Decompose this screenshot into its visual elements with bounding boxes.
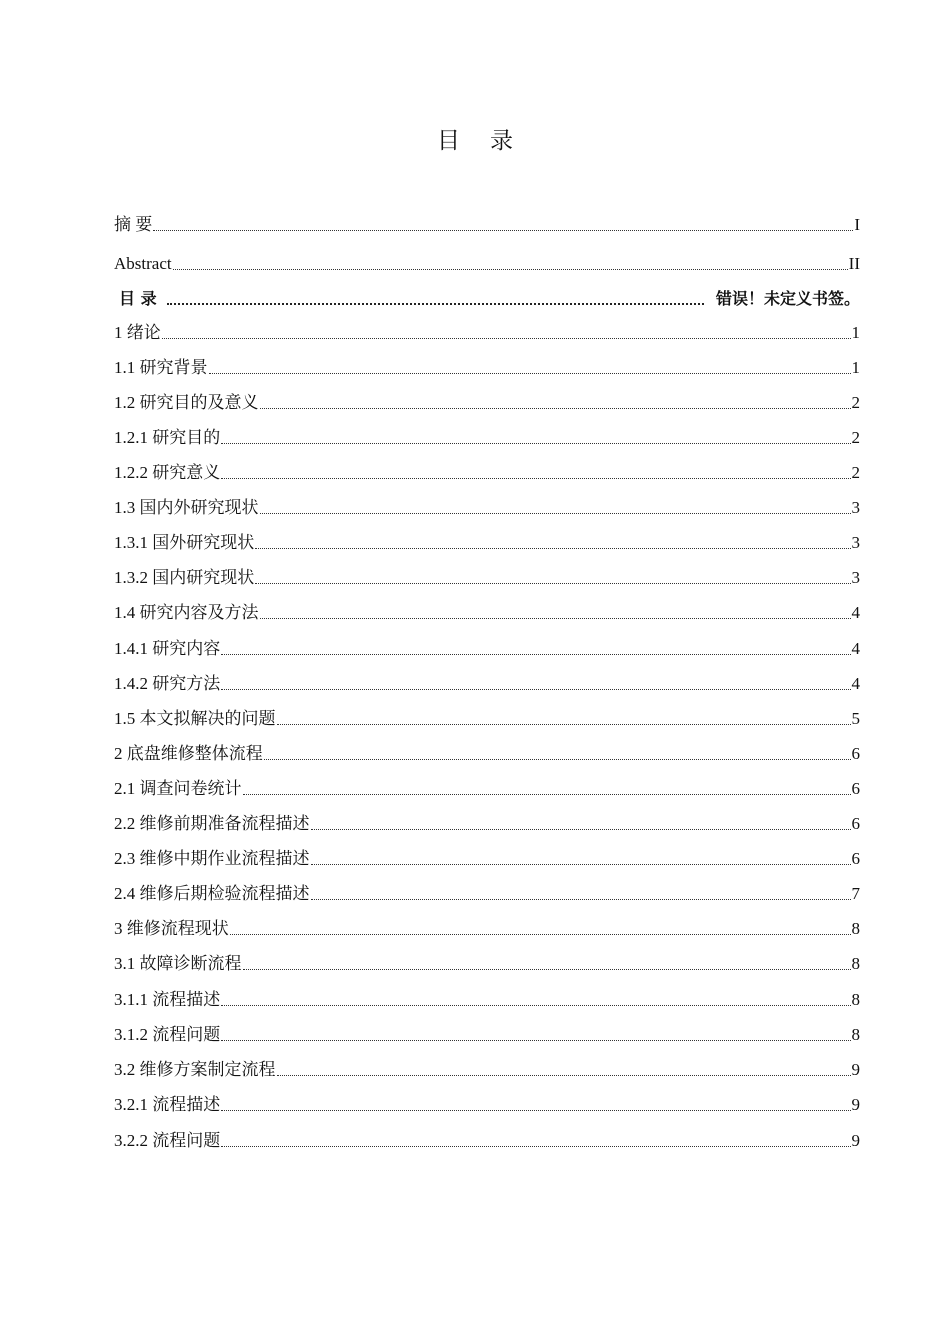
toc-entry-page: 2 xyxy=(851,428,860,447)
toc-entry-label: 1.2.1 研究目的 xyxy=(114,428,221,447)
toc-entry-page: 6 xyxy=(851,814,860,833)
dot-leader xyxy=(209,373,851,374)
toc-entry[interactable] xyxy=(114,989,860,1011)
dot-leader xyxy=(221,689,850,690)
toc-entry[interactable] xyxy=(114,532,860,554)
dot-leader xyxy=(311,899,851,900)
toc-entry-label: 1.3 国内外研究现状 xyxy=(114,498,259,517)
toc-entry-label: 1.2.2 研究意义 xyxy=(114,463,221,482)
toc-entry[interactable] xyxy=(114,427,860,449)
toc-entry-label: 3.1 故障诊断流程 xyxy=(114,954,242,973)
toc-entry-page: 6 xyxy=(851,744,860,763)
toc-entry[interactable] xyxy=(114,1024,860,1046)
toc-entry-page: 2 xyxy=(851,463,860,482)
toc-title-char-1: 目 xyxy=(437,128,460,154)
toc-entry-page: 8 xyxy=(851,919,860,938)
toc-entry-page: 9 xyxy=(851,1060,860,1079)
dot-leader xyxy=(221,1110,850,1111)
toc-entry-page: 3 xyxy=(851,533,860,552)
toc-entry-label: 1 绪论 xyxy=(114,323,161,342)
toc-entry-page: 5 xyxy=(851,709,860,728)
toc-entry[interactable] xyxy=(114,1094,860,1116)
toc-entry-label: 2.4 维修后期检验流程描述 xyxy=(114,884,310,903)
toc-entry-page: 8 xyxy=(851,954,860,973)
dot-leader xyxy=(277,724,851,725)
toc-entry[interactable] xyxy=(114,813,860,835)
toc-entry-page: 8 xyxy=(851,990,860,1009)
toc-entry-label: 3.1.1 流程描述 xyxy=(114,990,221,1009)
toc-entry-label: 1.4 研究内容及方法 xyxy=(114,603,259,622)
toc-entry-label: 1.4.1 研究内容 xyxy=(114,639,221,658)
toc-entry[interactable] xyxy=(114,567,860,589)
toc-entry-page: 4 xyxy=(851,639,860,658)
toc-entry-label: 1.1 研究背景 xyxy=(114,358,208,377)
toc-title-char-2: 录 xyxy=(490,128,513,154)
toc-entry[interactable] xyxy=(114,953,860,975)
dot-leader xyxy=(221,654,850,655)
toc-entry-label: 1.3.2 国内研究现状 xyxy=(114,568,255,587)
dot-leader xyxy=(221,1146,850,1147)
toc-entry-label: 3.2.1 流程描述 xyxy=(114,1095,221,1114)
dot-leader xyxy=(311,864,851,865)
toc-entry-label: 3.2 维修方案制定流程 xyxy=(114,1060,276,1079)
dot-leader xyxy=(243,969,851,970)
dot-leader xyxy=(243,794,851,795)
toc-entry-page: 错误！未定义书签。 xyxy=(715,289,860,308)
toc-entry[interactable] xyxy=(114,357,860,379)
toc-entry-page: 3 xyxy=(851,568,860,587)
dot-leader xyxy=(221,478,850,479)
toc-entry-page: 1 xyxy=(851,358,860,377)
toc-title xyxy=(0,122,950,155)
toc-entry-label: 1.4.2 研究方法 xyxy=(114,674,221,693)
toc-entry-label: 2.2 维修前期准备流程描述 xyxy=(114,814,310,833)
toc-entry[interactable] xyxy=(114,1059,860,1081)
dot-leader xyxy=(311,829,851,830)
toc-entry-label: 摘 要 xyxy=(114,215,153,234)
toc-entry[interactable] xyxy=(114,288,860,310)
toc-entry[interactable] xyxy=(114,883,860,905)
toc-entry-label: 1.2 研究目的及意义 xyxy=(114,393,259,412)
toc-entry[interactable] xyxy=(114,253,860,275)
toc-entry-label: 3.2.2 流程问题 xyxy=(114,1131,221,1150)
dot-leader xyxy=(277,1075,851,1076)
toc-entry-page: 1 xyxy=(851,323,860,342)
toc-entry[interactable] xyxy=(114,708,860,730)
toc-entry-label: Abstract xyxy=(114,254,172,273)
toc-entry-page: 3 xyxy=(851,498,860,517)
toc-entry[interactable] xyxy=(114,602,860,624)
dot-leader xyxy=(162,338,851,339)
toc-entry[interactable] xyxy=(114,322,860,344)
toc-entry-page: 6 xyxy=(851,779,860,798)
toc-entry-label: 1.5 本文拟解决的问题 xyxy=(114,709,276,728)
dot-leader xyxy=(173,269,848,270)
toc-entry-page: II xyxy=(848,254,860,273)
dot-leader xyxy=(260,618,851,619)
toc-entry-label: 2.3 维修中期作业流程描述 xyxy=(114,849,310,868)
toc-entry[interactable] xyxy=(114,673,860,695)
toc-entry-page: 4 xyxy=(851,674,860,693)
toc-entry[interactable] xyxy=(114,918,860,940)
toc-entry-page: 9 xyxy=(851,1095,860,1114)
toc-entry[interactable] xyxy=(114,778,860,800)
toc-entry[interactable] xyxy=(114,743,860,765)
toc-entry[interactable] xyxy=(114,214,860,236)
dot-leader xyxy=(255,583,850,584)
dot-leader xyxy=(221,1040,850,1041)
toc-entry-label: 3 维修流程现状 xyxy=(114,919,229,938)
toc-entry-page: 9 xyxy=(851,1131,860,1150)
dot-leader xyxy=(255,548,850,549)
toc-entry[interactable] xyxy=(114,392,860,414)
toc-entry-page: 4 xyxy=(851,603,860,622)
toc-entry-label: 目 录 xyxy=(119,289,157,308)
toc-entry-label: 1.3.1 国外研究现状 xyxy=(114,533,255,552)
dot-leader xyxy=(260,513,851,514)
toc-entry-page: 6 xyxy=(851,849,860,868)
dot-leader xyxy=(230,934,851,935)
dot-leader xyxy=(260,408,851,409)
dot-leader xyxy=(167,303,704,305)
dot-leader xyxy=(221,1005,850,1006)
dot-leader xyxy=(153,230,853,231)
toc-entry[interactable] xyxy=(114,1130,860,1152)
toc-entry[interactable] xyxy=(114,848,860,870)
toc-entry[interactable] xyxy=(114,497,860,519)
toc-entry-label: 3.1.2 流程问题 xyxy=(114,1025,221,1044)
toc-entry[interactable] xyxy=(114,638,860,660)
toc-entry-page: 8 xyxy=(851,1025,860,1044)
toc-entry-page: 2 xyxy=(851,393,860,412)
toc-entry-page: 7 xyxy=(851,884,860,903)
dot-leader xyxy=(221,443,850,444)
toc-entry-label: 2 底盘维修整体流程 xyxy=(114,744,263,763)
toc-entry-page: I xyxy=(854,215,860,234)
toc-entry-label: 2.1 调查问卷统计 xyxy=(114,779,242,798)
dot-leader xyxy=(264,759,851,760)
toc-entry[interactable] xyxy=(114,462,860,484)
